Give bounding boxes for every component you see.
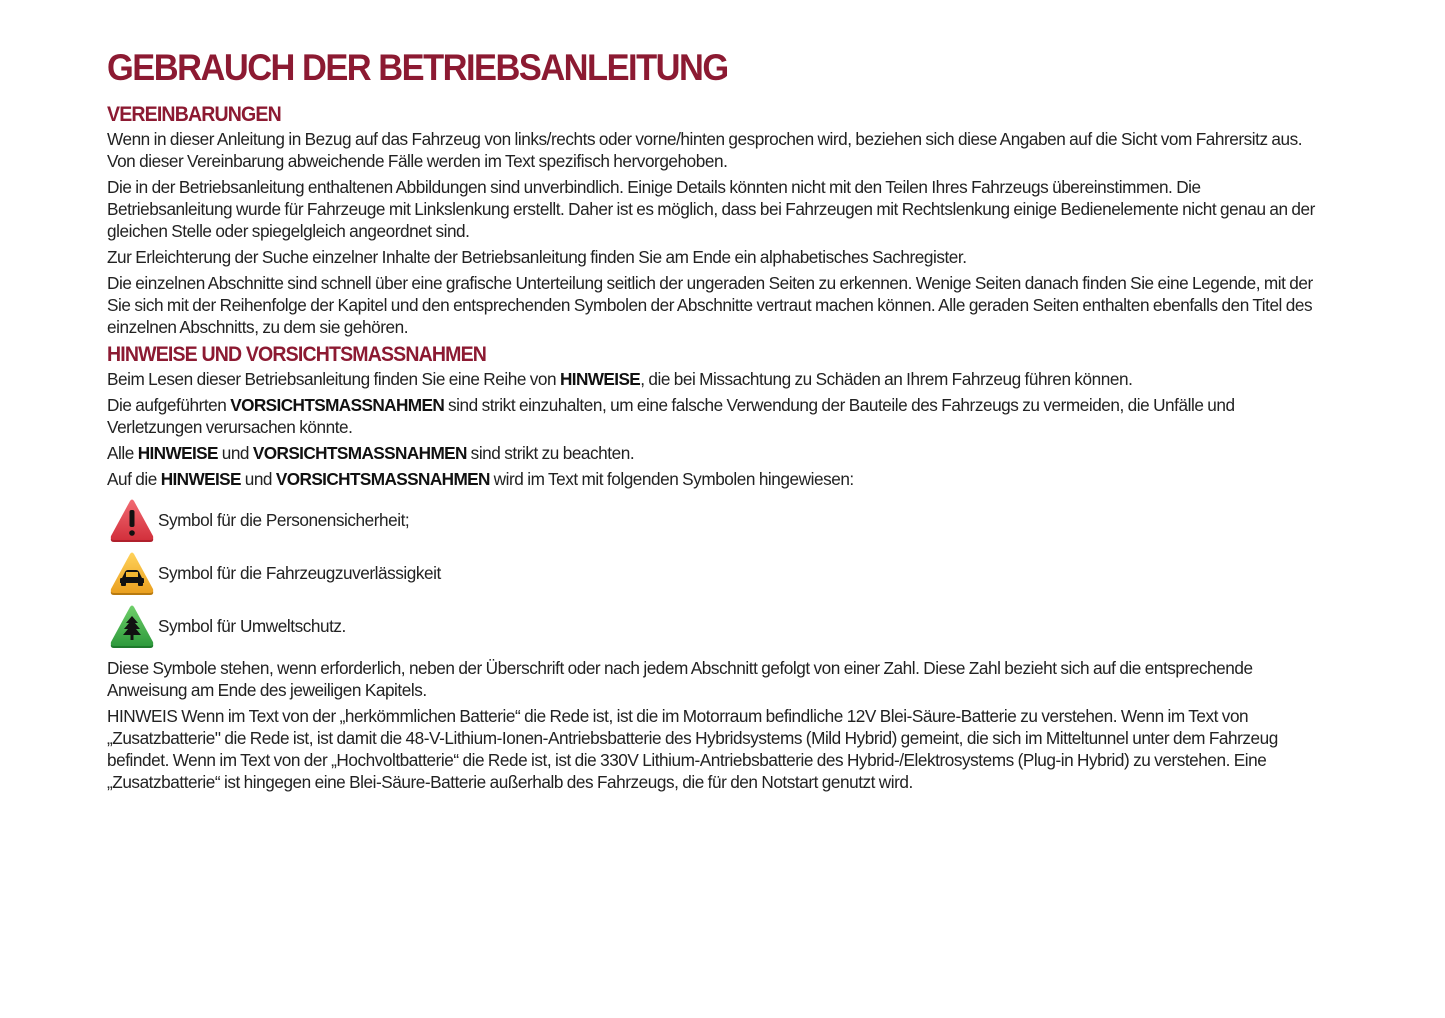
symbol-label: Symbol für die Fahrzeugzuverlässigkeit bbox=[158, 563, 441, 583]
text: Auf die bbox=[107, 469, 161, 489]
document-page bbox=[107, 46, 1317, 797]
symbol-legend bbox=[107, 494, 1317, 653]
paragraph: Diese Symbole stehen, wenn erforderlich, neben der Überschrift oder nach jedem Abschnitt gefolgt von einer Zahl. Diese Zahl bezieht sich auf die entsprechende Anweisung am Ende des jeweiligen Kapitels. bbox=[107, 658, 1253, 700]
symbol-label: Symbol für Umweltschutz. bbox=[158, 616, 346, 636]
paragraph: Zur Erleichterung der Suche einzelner Inhalte der Betriebsanleitung finden Sie am Ende ein alphabetisches Sachregister. bbox=[107, 247, 967, 267]
text: Die aufgeführten bbox=[107, 395, 231, 415]
paragraph bbox=[107, 442, 1317, 464]
bold-term: VORSICHTSMASSNAHMEN bbox=[230, 395, 445, 415]
tree-environment-icon bbox=[108, 604, 156, 650]
text: Beim Lesen dieser Betriebsanleitung finden Sie eine Reihe von bbox=[107, 369, 560, 389]
paragraph bbox=[107, 368, 1317, 390]
symbol-row-personal-safety bbox=[107, 494, 1317, 547]
paragraph: Die einzelnen Abschnitte sind schnell über eine grafische Unterteilung seitlich der ungeraden Seiten zu erkennen. Wenige Seiten danach finden Sie eine Legende, mit der Sie sich mit der Reihenfolge der Kapitel und den entsprechenden Symbolen der Abschnitte vertraut machen können. Alle geraden Seiten enthalten ebenfalls den Titel des einzelnen Abschnitts, zu dem sie gehören. bbox=[107, 273, 1313, 337]
text: wird im Text mit folgenden Symbolen hingewiesen: bbox=[489, 469, 854, 489]
text: und bbox=[217, 443, 253, 463]
paragraph bbox=[107, 468, 1317, 490]
section-heading: HINWEISE UND VORSICHTSMASSNAHMEN bbox=[107, 343, 487, 366]
paragraph: Die in der Betriebsanleitung enthaltenen Abbildungen sind unverbindlich. Einige Details könnten nicht mit den Teilen Ihres Fahrzeugs übereinstimmen. Die Betriebsanleitung wurde für Fahrzeuge mit Linkslenkung erstellt. Daher ist es möglich, dass bei Fahrzeugen mit Rechtslenkung einige Bedienelemente nicht genau an der gleichen Stelle oder spiegelgleich angeordnet sind. bbox=[107, 177, 1315, 241]
paragraph bbox=[107, 394, 1317, 438]
section-hinweise bbox=[107, 342, 1317, 793]
text: , die bei Missachtung zu Schäden an Ihrem Fahrzeug führen können. bbox=[640, 369, 1133, 389]
section-heading: VEREINBARUNGEN bbox=[107, 103, 281, 126]
bold-term: HINWEISE bbox=[559, 369, 641, 389]
warning-exclamation-icon bbox=[108, 498, 156, 544]
car-warning-icon bbox=[108, 551, 156, 597]
note-paragraph: HINWEIS Wenn im Text von der „herkömmlichen Batterie“ die Rede ist, ist die im Motorraum befindliche 12V Blei-Säure-Batterie zu verstehen. Wenn im Text von „Zusatzbatterie" die Rede ist, ist damit die 48-V-Lithium-Ionen-Antriebsbatterie des Hybridsystems (Mild Hybrid) gemeint, die sich im Mitteltunnel unter dem Fahrzeug befindet. Wenn im Text von der „Hochvoltbatterie“ die Rede ist, ist die 330V Lithium-Antriebsbatterie des Hybrid-/Elektrosystems (Plug-in Hybrid) zu verstehen. Eine „Zusatzbatterie“ ist hingegen eine Blei-Säure-Batterie außerhalb des Fahrzeugs, die für den Notstart genutzt wird. bbox=[107, 706, 1278, 792]
text: Alle bbox=[107, 443, 138, 463]
text: sind strikt einzuhalten, um eine falsche Verwendung der Bauteile des Fahrzeugs zu vermeiden, die Unfälle und Verletzungen verursachen könnte. bbox=[107, 395, 1235, 437]
symbol-row-vehicle-reliability bbox=[107, 547, 1317, 600]
paragraph: Wenn in dieser Anleitung in Bezug auf das Fahrzeug von links/rechts oder vorne/hinten gesprochen wird, beziehen sich diese Angaben auf die Sicht vom Fahrersitz aus. Von dieser Vereinbarung abweichende Fälle werden im Text spezifisch hervorgehoben. bbox=[107, 129, 1303, 171]
text: und bbox=[240, 469, 276, 489]
section-vereinbarungen bbox=[107, 102, 1317, 338]
text: sind strikt zu beachten. bbox=[466, 443, 635, 463]
bold-term: HINWEISE bbox=[137, 443, 218, 463]
page-title: GEBRAUCH DER BETRIEBSANLEITUNG bbox=[107, 47, 728, 88]
symbol-row-environment bbox=[107, 600, 1317, 653]
bold-term: VORSICHTSMASSNAHMEN bbox=[275, 469, 490, 489]
bold-term: HINWEISE bbox=[160, 469, 241, 489]
bold-term: VORSICHTSMASSNAHMEN bbox=[252, 443, 467, 463]
symbol-label: Symbol für die Personensicherheit; bbox=[158, 510, 410, 530]
